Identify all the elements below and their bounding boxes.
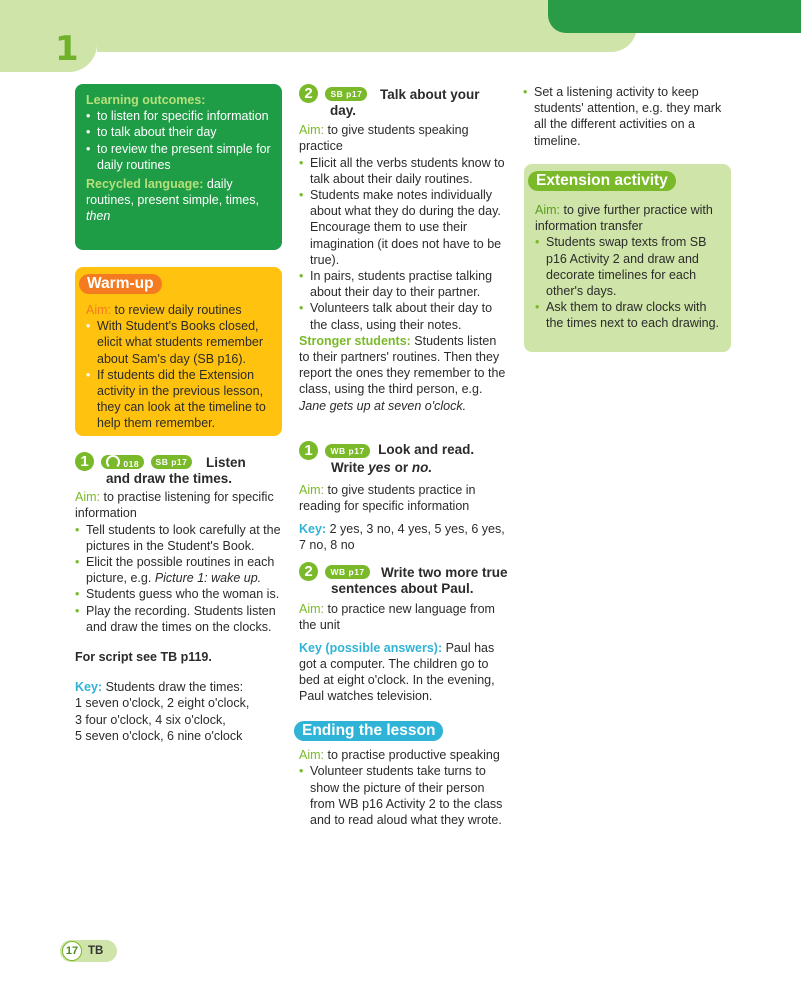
page-number: 17	[62, 941, 82, 961]
listen-key-label: Key:	[75, 680, 103, 695]
extension-title: Extension activity	[528, 171, 676, 191]
page-label	[60, 940, 117, 962]
learning-outcomes-box	[75, 84, 282, 250]
ending-section	[294, 721, 509, 828]
look-read-key-text: 2 yes, 3 no, 4 yes, 5 yes, 6 yes, 7 no, 8 no	[299, 521, 505, 552]
look-read-aim-label: Aim:	[299, 483, 324, 498]
write-two-section	[299, 562, 509, 704]
look-read-aim-text: to give students practice in reading for specific information	[299, 483, 476, 514]
col3-item: • Set a listening activity to keep students' attention, e.g. they mark all the different activities on a timeline.	[523, 84, 731, 149]
recycled-label: Recycled language:	[86, 177, 204, 192]
outcome-item: • to review the present simple for daily routines	[86, 141, 276, 173]
outcomes-heading: Learning outcomes:	[86, 93, 206, 107]
warmup-title: Warm-up	[79, 274, 162, 294]
sb-ref-badge: SB p17	[151, 455, 193, 469]
listen-aim-text: to practise listening for specific information	[75, 490, 274, 521]
step-number-badge: 1	[75, 452, 94, 471]
page-suffix: TB	[88, 945, 104, 957]
listen-item: • Students guess who the woman is.	[75, 586, 285, 602]
header-light-tab	[0, 0, 97, 72]
unit-number: 1	[55, 29, 79, 69]
extension-item: • Ask them to draw clocks with the times next to each drawing.	[535, 299, 725, 331]
write-two-key-text: Paul has got a computer. The children go to bed at eight o'clock. In the evening, Paul watches television.	[299, 640, 495, 704]
wb-ref-badge: WB p17	[325, 444, 369, 458]
write-two-aim-text: to practice new language from the unit	[299, 602, 495, 633]
ending-title: Ending the lesson	[294, 721, 443, 741]
talk-aim-text: to give students speaking practice	[299, 123, 469, 154]
ending-aim-label: Aim:	[299, 748, 324, 763]
listen-key-line: Students draw the times:	[105, 680, 244, 695]
outcome-item: • to listen for specific information	[86, 108, 276, 124]
step-number-badge: 1	[299, 441, 318, 460]
outcomes-list	[86, 108, 276, 173]
talk-section	[299, 84, 509, 414]
warmup-aim-label: Aim:	[86, 303, 111, 317]
step-number-badge: 2	[299, 562, 318, 581]
stronger-italic: Jane gets up at seven o'clock.	[299, 398, 467, 413]
warmup-item: • With Student's Books closed, elicit what students remember about Sam's day (SB p16).	[86, 318, 276, 367]
extension-box	[524, 164, 731, 352]
stronger-text: Students listen to their partners' routines. Then they report the ones they remember to the class, using the third person, e.g.	[299, 333, 506, 397]
warmup-box	[75, 267, 282, 436]
header-green-tab-right	[548, 0, 801, 33]
col3-top-section	[523, 84, 731, 149]
warmup-item: • If students did the Extension activity in the previous lesson, they can look at the timeline to help them remember.	[86, 367, 276, 432]
outcome-item: • to talk about their day	[86, 124, 276, 140]
ending-aim-text: to practise productive speaking	[327, 748, 500, 763]
talk-item: • In pairs, students practise talking about their day to their partner.	[299, 268, 509, 300]
talk-aim-label: Aim:	[299, 123, 324, 138]
look-read-key-label: Key:	[299, 521, 327, 536]
write-two-heading: Write two more true sentences about Paul.	[331, 565, 508, 596]
stronger-label: Stronger students:	[299, 333, 411, 348]
sb-ref-badge: SB p17	[325, 87, 367, 101]
listen-heading: Listen and draw the times.	[106, 455, 246, 486]
script-note: For script see TB p119.	[75, 650, 212, 665]
talk-item: • Elicit all the verbs students know to talk about their daily routines.	[299, 155, 509, 187]
extension-aim-text: to give further practice with information transfer	[535, 203, 713, 234]
look-read-heading-b: Write yes or no.	[331, 460, 433, 476]
listen-item: • Play the recording. Students listen and draw the times on the clocks.	[75, 603, 285, 635]
listen-item: • Tell students to look carefully at the pictures in the Student's Book.	[75, 522, 285, 554]
wb-ref-badge: WB p17	[325, 565, 369, 579]
write-two-key-label: Key (possible answers):	[299, 640, 443, 655]
warmup-aim-text: to review daily routines	[114, 303, 242, 317]
write-two-aim-label: Aim:	[299, 602, 324, 617]
talk-heading: Talk about your day.	[330, 87, 480, 118]
listen-key-line: 5 seven o'clock, 6 nine o'clock	[75, 728, 243, 743]
recycled-italic: then	[86, 209, 111, 224]
listen-item: • Elicit the possible routines in each picture, e.g. Picture 1: wake up.	[75, 554, 285, 586]
extension-aim-label: Aim:	[535, 203, 560, 217]
extension-item: • Students swap texts from SB p16 Activity 2 and draw and decorate timelines for each other's days.	[535, 234, 725, 299]
listen-section	[75, 452, 285, 744]
listen-aim-label: Aim:	[75, 490, 100, 505]
listen-key-line: 1 seven o'clock, 2 eight o'clock,	[75, 696, 250, 711]
listen-key-line: 3 four o'clock, 4 six o'clock,	[75, 712, 226, 727]
step-number-badge: 2	[299, 84, 318, 103]
recycled-text: daily routines, present simple, times,	[86, 177, 259, 208]
ending-item: • Volunteer students take turns to show the picture of their person from WB p16 Activity 2 to the class and to read aloud what they wrote.	[299, 763, 509, 828]
look-read-section	[299, 440, 509, 553]
talk-item: • Students make notes individually about what they do during the day. Encourage them to use their imagination (it does not have to be true).	[299, 187, 509, 268]
talk-item: • Volunteers talk about their day to the class, using their notes.	[299, 300, 509, 332]
look-read-heading-a: Look and read.	[378, 442, 475, 457]
audio-track-badge: 018	[101, 455, 144, 469]
